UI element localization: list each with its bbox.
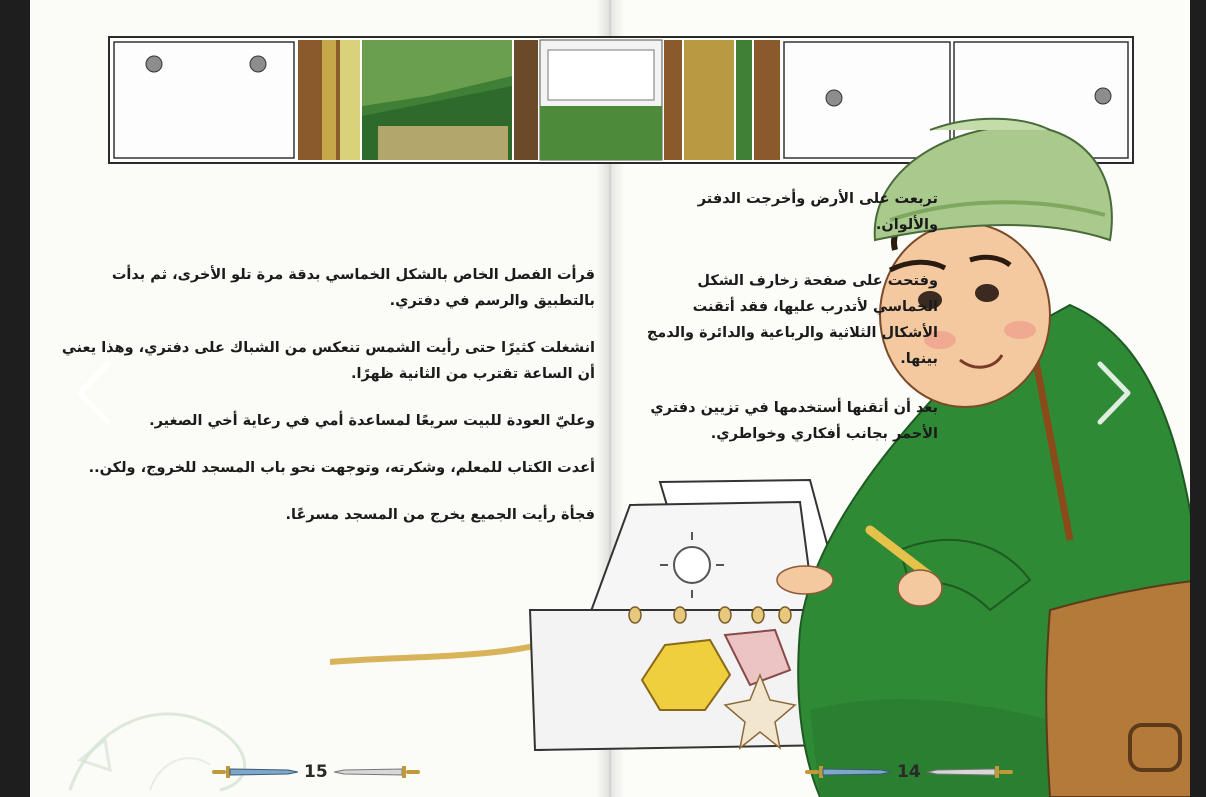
chevron-left-icon bbox=[72, 358, 116, 428]
paragraph: بعد أن أتقنها أستخدمها في تزيين دفتري الأحمر بجانب أفكاري وخواطري. bbox=[650, 400, 938, 442]
left-page-text bbox=[50, 262, 595, 549]
chevron-right-icon bbox=[1092, 358, 1136, 428]
paragraph: تربعت على الأرض وأخرجت الدفتر والألوان. bbox=[697, 191, 938, 233]
paragraph: فجأة رأيت الجميع يخرج من المسجد مسرعًا. bbox=[285, 507, 595, 523]
sword-icon bbox=[805, 765, 891, 779]
paragraph: قرأت الفصل الخاص بالشكل الخماسي بدقة مرة تلو الأخرى، ثم بدأت بالتطبيق والرسم في دفتري. bbox=[111, 267, 595, 309]
next-page-button[interactable] bbox=[1092, 358, 1136, 428]
paragraph: أعدت الكتاب للمعلم، وشكرته، وتوجهت نحو باب المسجد للخروج، ولكن.. bbox=[88, 460, 595, 476]
right-page-footer bbox=[805, 759, 1013, 785]
left-page-footer bbox=[212, 759, 420, 785]
right-page-text bbox=[638, 186, 938, 470]
page-number: 15 bbox=[304, 762, 328, 782]
paragraph: وفتحت على صفحة زخارف الشكل الخماسي لأتدرب عليها، فقد أتقنت الأشكال الثلاثية والرباعية والدائرة والدمج بينها. bbox=[646, 273, 938, 367]
page-number: 14 bbox=[897, 762, 921, 782]
sword-icon bbox=[927, 765, 1013, 779]
previous-page-button[interactable] bbox=[72, 358, 116, 428]
sword-icon bbox=[334, 765, 420, 779]
sword-icon bbox=[212, 765, 298, 779]
paragraph: انشغلت كثيرًا حتى رأيت الشمس تنعكس من الشباك على دفتري، وهذا يعني أن الساعة تقترب من الثانية ظهرًا. bbox=[61, 340, 595, 382]
book-spread bbox=[30, 0, 1190, 797]
paragraph: وعليّ العودة للبيت سريعًا لمساعدة أمي في رعاية أخي الصغير. bbox=[149, 413, 595, 429]
